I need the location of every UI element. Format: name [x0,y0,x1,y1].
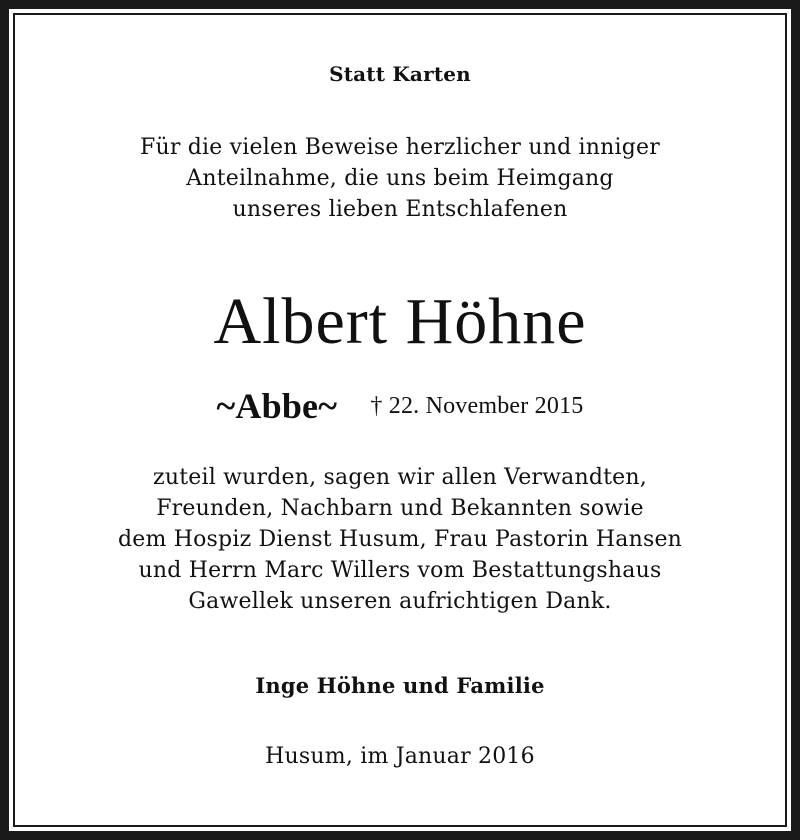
thanks-line: Freunden, Nachbarn und Bekannten sowie [156,496,644,521]
thanks-line: und Herrn Marc Willers vom Bestattungshaus [138,558,662,583]
thanks-text [0,462,800,617]
intro-text [0,132,800,225]
thanks-line: dem Hospiz Dienst Husum, Frau Pastorin Hansen [117,527,683,552]
death-date: † 22. November 2015 [370,393,584,419]
deceased-name: Albert Höhne [213,285,587,358]
signature: Inge Höhne und Familie [255,673,545,698]
intro-line: unseres lieben Entschlafenen [232,197,568,222]
nickname: ~Abbe~ [216,386,338,426]
intro-line: Anteilnahme, die uns beim Heimgang [186,166,614,191]
thanks-line: Gawellek unseren aufrichtigen Dank. [188,589,612,614]
place-date: Husum, im Januar 2016 [265,744,535,769]
intro-line: Für die vielen Beweise herzlicher und inniger [140,135,660,160]
notice-header: Statt Karten [329,62,471,86]
thanks-line: zuteil wurden, sagen wir allen Verwandten, [153,465,647,490]
nickname-date-row [0,386,800,426]
